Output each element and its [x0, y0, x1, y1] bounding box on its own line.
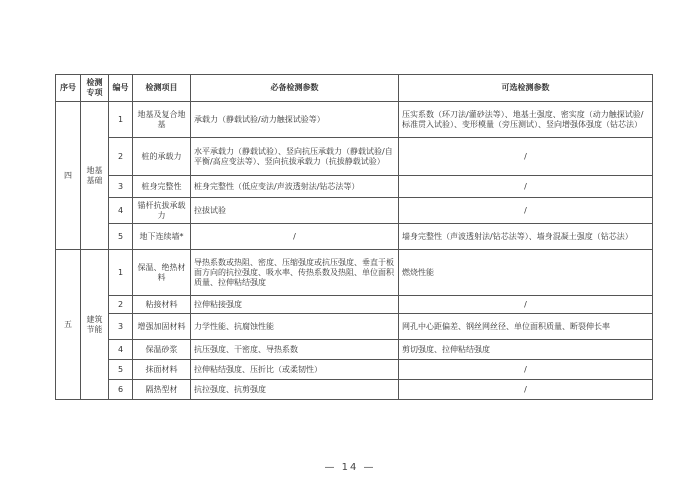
row-required: 水平承载力（静载试验）、竖向抗压承载力（静载试验/自平衡/高应变法等）、竖向抗拔承载力（抗拔静载试验）: [191, 138, 399, 176]
group-category: 地基基础: [81, 102, 109, 250]
row-optional: 压实系数（环刀法/灌砂法等）、地基土强度、密实度（动力触探试验/标准贯入试验）、变形模量（旁压测试）、竖向增强体强度（钻芯法）: [399, 102, 653, 138]
row-code: 4: [109, 198, 133, 224]
row-item: 地基及复合地基: [133, 102, 191, 138]
row-required: 拉伸粘结强度、压折比（或柔韧性）: [191, 360, 399, 380]
row-code: 4: [109, 340, 133, 360]
row-optional: /: [399, 138, 653, 176]
inspection-parameter-table: [55, 74, 653, 400]
header-seq: 序号: [56, 75, 81, 102]
row-optional: /: [399, 296, 653, 314]
table-row: [56, 250, 653, 296]
table-row: [56, 340, 653, 360]
row-required: 力学性能、抗腐蚀性能: [191, 314, 399, 340]
header-code: 编号: [109, 75, 133, 102]
row-item: 地下连续墙*: [133, 224, 191, 250]
row-optional: 墙身完整性（声波透射法/钻芯法等）、墙身混凝土强度（钻芯法）: [399, 224, 653, 250]
header-required: 必备检测参数: [191, 75, 399, 102]
row-code: 1: [109, 102, 133, 138]
group-category: 建筑节能: [81, 250, 109, 400]
row-code: 1: [109, 250, 133, 296]
row-optional: /: [399, 176, 653, 198]
row-code: 6: [109, 380, 133, 400]
row-item: 隔热型材: [133, 380, 191, 400]
row-required: 拉伸粘接强度: [191, 296, 399, 314]
row-code: 3: [109, 314, 133, 340]
row-item: 锚杆抗拔承载力: [133, 198, 191, 224]
group-seq: 四: [56, 102, 81, 250]
row-optional: 燃烧性能: [399, 250, 653, 296]
row-item: 桩的承载力: [133, 138, 191, 176]
row-code: 5: [109, 360, 133, 380]
table-row: [56, 198, 653, 224]
row-required: /: [191, 224, 399, 250]
row-code: 2: [109, 138, 133, 176]
row-optional: /: [399, 380, 653, 400]
row-optional: /: [399, 360, 653, 380]
table-row: [56, 380, 653, 400]
row-required: 抗拉强度、抗剪强度: [191, 380, 399, 400]
table-row: [56, 224, 653, 250]
row-optional: 剪切强度、拉伸粘结强度: [399, 340, 653, 360]
row-code: 3: [109, 176, 133, 198]
row-code: 5: [109, 224, 133, 250]
group-seq: 五: [56, 250, 81, 400]
row-item: 保温、绝热材料: [133, 250, 191, 296]
table-row: [56, 314, 653, 340]
row-code: 2: [109, 296, 133, 314]
row-item: 桩身完整性: [133, 176, 191, 198]
header-item: 检测项目: [133, 75, 191, 102]
row-item: 粘接材料: [133, 296, 191, 314]
table-row: [56, 360, 653, 380]
header-category: 检测专项: [81, 75, 109, 102]
row-optional: /: [399, 198, 653, 224]
row-item: 抹面材料: [133, 360, 191, 380]
page-number: — 14 —: [324, 462, 376, 473]
table-row: [56, 296, 653, 314]
row-item: 增强加固材料: [133, 314, 191, 340]
row-optional: 网孔中心距偏差、钢丝网丝径、单位面积质量、断裂伸长率: [399, 314, 653, 340]
row-required: 桩身完整性（低应变法/声波透射法/钻芯法等）: [191, 176, 399, 198]
table-row: [56, 176, 653, 198]
row-required: 拉拔试验: [191, 198, 399, 224]
table-row: [56, 138, 653, 176]
row-required: 导热系数或热阻、密度、压缩强度或抗压强度、垂直于板面方向的抗拉强度、吸水率、传热系数及热阻、单位面积质量、拉伸粘结强度: [191, 250, 399, 296]
row-required: 抗压强度、干密度、导热系数: [191, 340, 399, 360]
table-header-row: [56, 75, 653, 102]
row-item: 保温砂浆: [133, 340, 191, 360]
header-optional: 可选检测参数: [399, 75, 653, 102]
table-row: [56, 102, 653, 138]
row-required: 承载力（静载试验/动力触探试验等）: [191, 102, 399, 138]
